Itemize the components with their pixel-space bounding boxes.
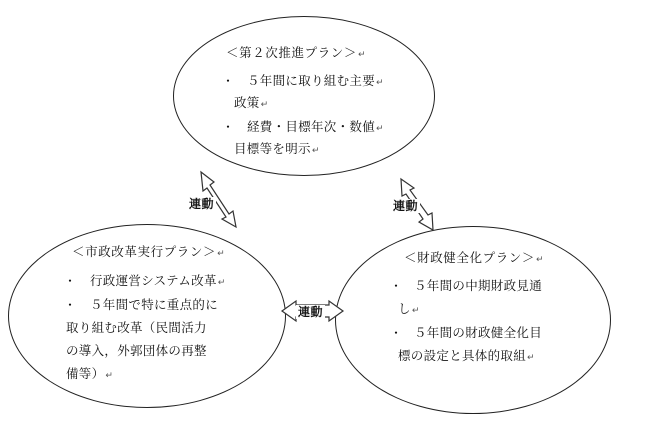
top-item-2-line-2: 目標等を明示↵ bbox=[234, 141, 320, 156]
left-item-1-line-1: 行政運営システム改革↵ bbox=[90, 273, 226, 288]
link-label-top-left: 連動 bbox=[189, 197, 215, 211]
top-item-1-line-1: ５年間に取り組む主要↵ bbox=[247, 73, 384, 88]
right-plan-title: ＜財政健全化プラン＞↵ bbox=[404, 250, 545, 265]
top-plan-title: ＜第２次推進プラン＞↵ bbox=[226, 45, 367, 60]
left-bullet-2: ・ bbox=[64, 298, 77, 312]
right-bullet-2: ・ bbox=[390, 326, 403, 340]
left-bullet-1: ・ bbox=[64, 274, 77, 288]
right-item-2-line-1: ５年間の財政健全化目 bbox=[414, 325, 543, 340]
left-item-2-line-2: 取り組む改革（民間活力 bbox=[66, 320, 207, 335]
right-item-1-line-2: し↵ bbox=[398, 301, 420, 316]
right-bullet-1: ・ bbox=[390, 279, 403, 293]
top-bullet-2: ・ bbox=[222, 120, 235, 134]
right-item-1-line-1: ５年間の中期財政見通 bbox=[414, 278, 543, 293]
link-label-top-right: 連動 bbox=[393, 199, 419, 213]
left-item-2-line-3: の導入，外郭団体の再整 bbox=[66, 343, 207, 358]
top-item-1-line-2: 政策↵ bbox=[234, 95, 269, 110]
left-plan-title: ＜市政改革実行プラン＞↵ bbox=[72, 244, 226, 259]
right-item-2-line-2: 標の設定と具体的取組↵ bbox=[398, 348, 535, 363]
left-item-2-line-4: 備等）↵ bbox=[66, 366, 114, 381]
link-label-left-right: 連動 bbox=[298, 305, 324, 319]
top-bullet-1: ・ bbox=[222, 74, 235, 88]
top-item-2-line-1: 経費・目標年次・数値↵ bbox=[247, 119, 384, 134]
left-item-2-line-1: ５年間で特に重点的に bbox=[90, 297, 219, 312]
